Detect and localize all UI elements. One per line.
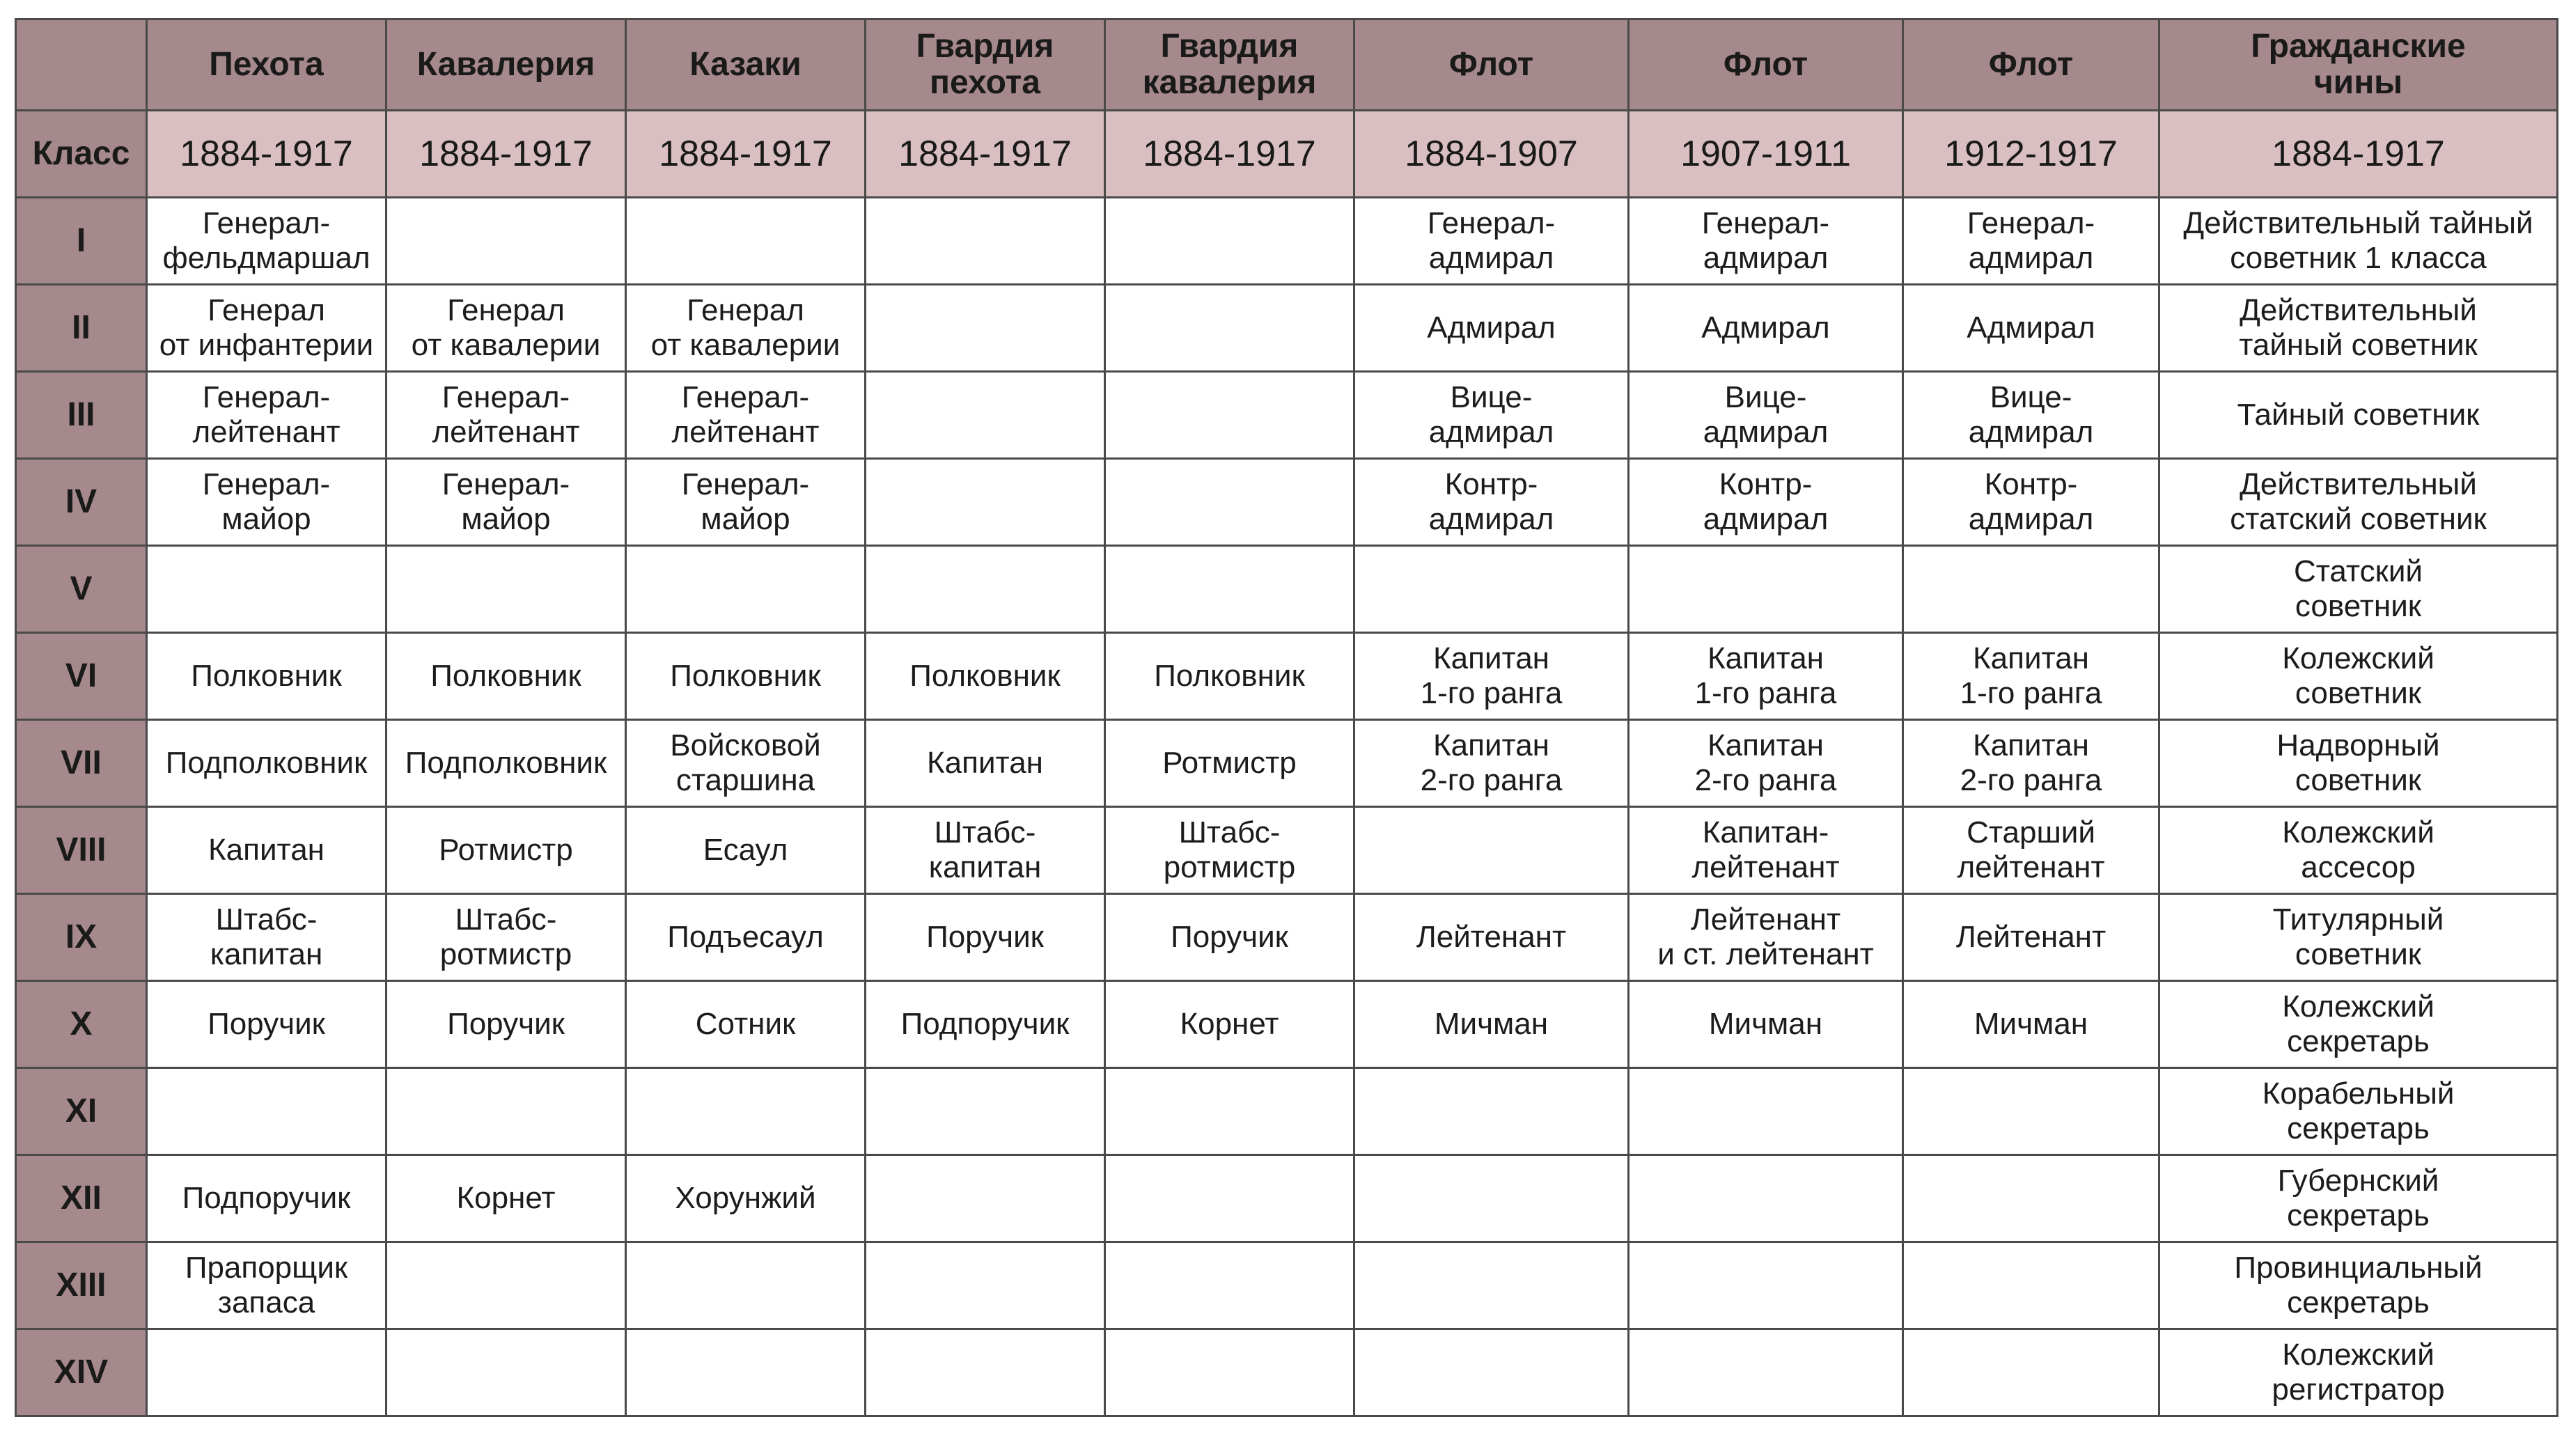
table-row [16, 894, 2558, 981]
rank-cell: Полковник [147, 633, 386, 720]
class-number: XI [16, 1068, 147, 1155]
rank-cell: Корабельный секретарь [2159, 1068, 2558, 1155]
rank-cell [1354, 546, 1629, 633]
rank-cell: Капитан 2-го ранга [1629, 720, 1903, 807]
rank-cell [1105, 1155, 1354, 1242]
rank-cell: Статский советник [2159, 546, 2558, 633]
rank-cell: Штабс- ротмистр [1105, 807, 1354, 894]
rank-cell: Ротмистр [386, 807, 626, 894]
rank-cell: Войсковой старшина [626, 720, 866, 807]
class-number: XIII [16, 1242, 147, 1329]
rank-cell: Генерал от инфантерии [147, 285, 386, 372]
rank-cell: Губернский секретарь [2159, 1155, 2558, 1242]
rank-cell: Капитан [147, 807, 386, 894]
period-cell: 1884-1907 [1354, 111, 1629, 198]
rank-cell: Генерал- лейтенант [626, 372, 866, 459]
rank-cell: Полковник [866, 633, 1105, 720]
column-header: Кавалерия [386, 19, 626, 111]
class-number: III [16, 372, 147, 459]
rank-cell: Генерал от кавалерии [626, 285, 866, 372]
rank-cell: Капитан 1-го ранга [1903, 633, 2159, 720]
rank-cell: Капитан [866, 720, 1105, 807]
rank-cell [1629, 1329, 1903, 1416]
rank-cell [386, 198, 626, 285]
rank-cell [1629, 546, 1903, 633]
rank-cell: Корнет [386, 1155, 626, 1242]
rank-cell: Колежский секретарь [2159, 981, 2558, 1068]
header-row [16, 19, 2558, 111]
rank-cell [1354, 807, 1629, 894]
class-number: I [16, 198, 147, 285]
rank-cell: Мичман [1629, 981, 1903, 1068]
table-body [16, 19, 2558, 1416]
rank-cell: Подъесаул [626, 894, 866, 981]
rank-cell [1354, 1329, 1629, 1416]
rank-cell [1903, 1329, 2159, 1416]
rank-cell [1105, 1242, 1354, 1329]
rank-cell: Колежский ассесор [2159, 807, 2558, 894]
rank-cell: Адмирал [1629, 285, 1903, 372]
rank-cell [386, 1242, 626, 1329]
table-row [16, 981, 2558, 1068]
class-number: VI [16, 633, 147, 720]
rank-cell: Колежский регистратор [2159, 1329, 2558, 1416]
rank-cell [386, 1329, 626, 1416]
rank-cell: Сотник [626, 981, 866, 1068]
rank-cell [1354, 1155, 1629, 1242]
table-row [16, 459, 2558, 546]
rank-cell: Подпоручик [147, 1155, 386, 1242]
rank-cell: Действительный тайный советник 1 класса [2159, 198, 2558, 285]
rank-cell: Вице- адмирал [1629, 372, 1903, 459]
rank-cell: Поручик [866, 894, 1105, 981]
period-row [16, 111, 2558, 198]
rank-cell: Полковник [626, 633, 866, 720]
column-header: Флот [1903, 19, 2159, 111]
class-number: XIV [16, 1329, 147, 1416]
period-cell: 1884-1917 [866, 111, 1105, 198]
rank-cell: Колежский советник [2159, 633, 2558, 720]
rank-cell [1903, 1155, 2159, 1242]
rank-cell: Провинциальный секретарь [2159, 1242, 2558, 1329]
rank-cell: Генерал- майор [626, 459, 866, 546]
rank-cell: Прапорщик запаса [147, 1242, 386, 1329]
rank-cell: Подполковник [386, 720, 626, 807]
table-row [16, 1068, 2558, 1155]
rank-cell: Штабс- капитан [147, 894, 386, 981]
class-number: II [16, 285, 147, 372]
table-row [16, 198, 2558, 285]
rank-cell: Контр- адмирал [1354, 459, 1629, 546]
rank-cell: Мичман [1903, 981, 2159, 1068]
rank-cell [147, 546, 386, 633]
class-number: IV [16, 459, 147, 546]
rank-cell: Капитан 2-го ранга [1354, 720, 1629, 807]
rank-cell: Вице- адмирал [1903, 372, 2159, 459]
table-row [16, 372, 2558, 459]
column-header: Флот [1629, 19, 1903, 111]
rank-cell: Есаул [626, 807, 866, 894]
rank-cell [1105, 546, 1354, 633]
rank-cell [866, 1155, 1105, 1242]
rank-cell: Корнет [1105, 981, 1354, 1068]
table-row [16, 807, 2558, 894]
corner-cell [16, 19, 147, 111]
rank-cell: Генерал- адмирал [1629, 198, 1903, 285]
rank-cell: Лейтенант и ст. лейтенант [1629, 894, 1903, 981]
rank-cell [626, 546, 866, 633]
rank-cell: Действительный статский советник [2159, 459, 2558, 546]
rank-cell: Генерал- адмирал [1903, 198, 2159, 285]
rank-cell [386, 546, 626, 633]
rank-cell: Подполковник [147, 720, 386, 807]
rank-cell [386, 1068, 626, 1155]
period-cell: 1884-1917 [1105, 111, 1354, 198]
rank-cell: Генерал- лейтенант [147, 372, 386, 459]
rank-cell [866, 1068, 1105, 1155]
rank-cell [1903, 1242, 2159, 1329]
class-number: IX [16, 894, 147, 981]
rank-cell: Поручик [1105, 894, 1354, 981]
rank-cell: Тайный советник [2159, 372, 2558, 459]
rank-cell [1105, 1068, 1354, 1155]
rank-cell [626, 1329, 866, 1416]
rank-cell: Генерал- майор [147, 459, 386, 546]
rank-cell [1354, 1068, 1629, 1155]
period-cell: 1907-1911 [1629, 111, 1903, 198]
rank-cell: Капитан 1-го ранга [1354, 633, 1629, 720]
rank-cell [1629, 1242, 1903, 1329]
rank-cell [626, 1242, 866, 1329]
rank-cell [626, 1068, 866, 1155]
class-number: VII [16, 720, 147, 807]
period-cell: 1912-1917 [1903, 111, 2159, 198]
rank-cell [1105, 198, 1354, 285]
rank-cell [866, 1242, 1105, 1329]
rank-cell: Вице- адмирал [1354, 372, 1629, 459]
rank-cell: Надворный советник [2159, 720, 2558, 807]
rank-cell: Подпоручик [866, 981, 1105, 1068]
column-header: Гвардия кавалерия [1105, 19, 1354, 111]
table-row [16, 1155, 2558, 1242]
rank-cell: Полковник [386, 633, 626, 720]
column-header: Гвардия пехота [866, 19, 1105, 111]
table-row [16, 1329, 2558, 1416]
rank-cell: Генерал- фельдмаршал [147, 198, 386, 285]
rank-cell: Ротмистр [1105, 720, 1354, 807]
rank-cell: Лейтенант [1354, 894, 1629, 981]
rank-cell [1105, 459, 1354, 546]
rank-cell: Хорунжий [626, 1155, 866, 1242]
rank-cell: Капитан- лейтенант [1629, 807, 1903, 894]
rank-cell: Контр- адмирал [1629, 459, 1903, 546]
table-row [16, 720, 2558, 807]
rank-cell: Генерал- лейтенант [386, 372, 626, 459]
rank-cell: Полковник [1105, 633, 1354, 720]
column-header: Флот [1354, 19, 1629, 111]
rank-cell [1629, 1155, 1903, 1242]
rank-cell: Штабс- ротмистр [386, 894, 626, 981]
rank-cell: Лейтенант [1903, 894, 2159, 981]
column-header: Гражданские чины [2159, 19, 2558, 111]
rank-cell: Контр- адмирал [1903, 459, 2159, 546]
rank-cell [866, 1329, 1105, 1416]
rank-cell [1903, 546, 2159, 633]
class-number: VIII [16, 807, 147, 894]
rank-cell [866, 285, 1105, 372]
rank-cell [1105, 372, 1354, 459]
column-header: Казаки [626, 19, 866, 111]
rank-cell [866, 372, 1105, 459]
class-number: V [16, 546, 147, 633]
table-row [16, 285, 2558, 372]
period-cell: 1884-1917 [2159, 111, 2558, 198]
rank-cell: Генерал- майор [386, 459, 626, 546]
rank-cell [147, 1329, 386, 1416]
rank-cell [1629, 1068, 1903, 1155]
rank-cell [866, 459, 1105, 546]
rank-cell [626, 198, 866, 285]
rank-cell: Генерал- адмирал [1354, 198, 1629, 285]
column-header: Пехота [147, 19, 386, 111]
rank-cell: Капитан 2-го ранга [1903, 720, 2159, 807]
rank-cell: Поручик [147, 981, 386, 1068]
rank-cell: Старший лейтенант [1903, 807, 2159, 894]
rank-cell: Капитан 1-го ранга [1629, 633, 1903, 720]
class-label: Класс [16, 111, 147, 198]
table-row [16, 1242, 2558, 1329]
rank-cell [866, 546, 1105, 633]
class-number: XII [16, 1155, 147, 1242]
rank-cell: Генерал от кавалерии [386, 285, 626, 372]
class-number: X [16, 981, 147, 1068]
rank-cell [1903, 1068, 2159, 1155]
rank-cell [147, 1068, 386, 1155]
table-row [16, 546, 2558, 633]
table-row [16, 633, 2558, 720]
rank-cell: Титулярный советник [2159, 894, 2558, 981]
rank-table [15, 18, 2558, 1417]
rank-cell: Мичман [1354, 981, 1629, 1068]
rank-cell: Поручик [386, 981, 626, 1068]
rank-cell: Адмирал [1354, 285, 1629, 372]
period-cell: 1884-1917 [386, 111, 626, 198]
rank-cell: Адмирал [1903, 285, 2159, 372]
rank-cell [1354, 1242, 1629, 1329]
rank-cell [866, 198, 1105, 285]
rank-cell: Действительный тайный советник [2159, 285, 2558, 372]
rank-cell [1105, 285, 1354, 372]
period-cell: 1884-1917 [626, 111, 866, 198]
period-cell: 1884-1917 [147, 111, 386, 198]
rank-cell: Штабс- капитан [866, 807, 1105, 894]
rank-cell [1105, 1329, 1354, 1416]
